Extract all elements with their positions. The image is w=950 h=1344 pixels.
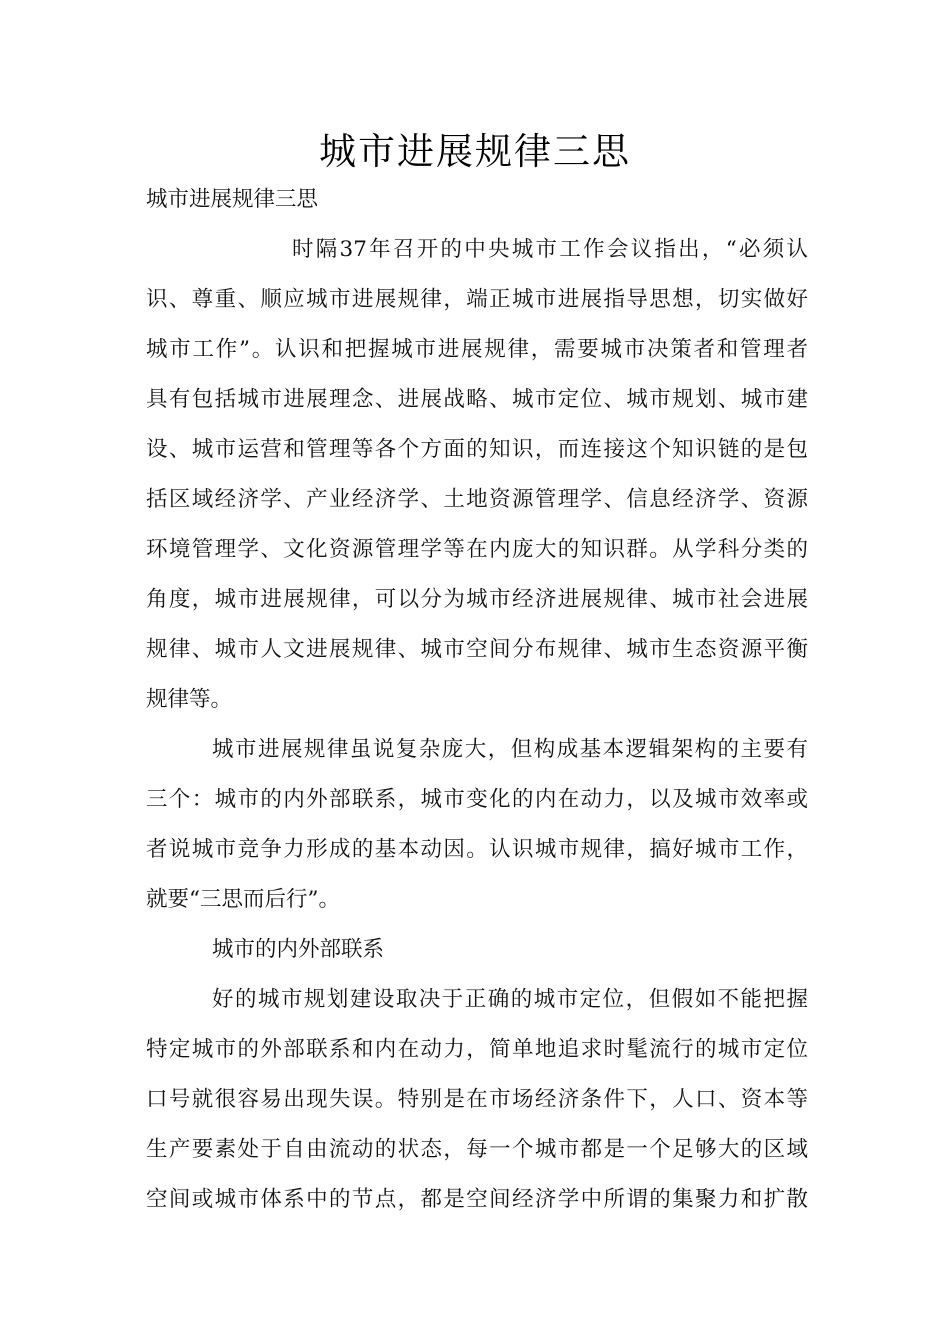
paragraph-line: 角度，城市进展规律，可以分为城市经济进展规律、城市社会进展	[146, 587, 808, 612]
paragraph-line: 就要“三思而后行”。	[146, 887, 340, 912]
document-title: 城市进展规律三思	[319, 130, 631, 173]
paragraph-line: 规律、城市人文进展规律、城市空间分布规律、城市生态资源平衡	[146, 637, 808, 662]
paragraph-line: 口号就很容易出现失误。特别是在市场经济条件下，人口、资本等	[146, 1087, 808, 1112]
paragraph-line: 城市工作”。认识和把握城市进展规律，需要城市决策者和管理者	[146, 337, 808, 362]
paragraph-line: 具有包括城市进展理念、进展战略、城市定位、城市规划、城市建	[146, 387, 808, 412]
paragraph-line: 三个：城市的内外部联系，城市变化的内在动力，以及城市效率或	[146, 787, 808, 812]
paragraph-line: 者说城市竞争力形成的基本动因。认识城市规律，搞好城市工作，	[146, 837, 808, 862]
paragraph-line: 好的城市规划建设取决于正确的城市定位，但假如不能把握	[212, 987, 808, 1012]
paragraph-line: 特定城市的外部联系和内在动力，简单地追求时髦流行的城市定位	[146, 1037, 808, 1062]
paragraph-line: 环境管理学、文化资源管理学等在内庞大的知识群。从学科分类的	[146, 537, 808, 562]
paragraph-line: 空间或城市体系中的节点，都是空间经济学中所谓的集聚力和扩散	[146, 1187, 808, 1212]
section-heading: 城市的内外部联系	[212, 937, 385, 962]
paragraph-line: 生产要素处于自由流动的状态，每一个城市都是一个足够大的区域	[146, 1137, 808, 1162]
paragraph-line: 括区域经济学、产业经济学、土地资源管理学、信息经济学、资源	[146, 487, 808, 512]
paragraph-line: 设、城市运营和管理等各个方面的知识，而连接这个知识链的是包	[146, 437, 808, 462]
paragraph-line: 规律等。	[146, 687, 233, 712]
paragraph-line: 识、尊重、顺应城市进展规律，端正城市进展指导思想，切实做好	[146, 287, 808, 312]
document-subtitle: 城市进展规律三思	[146, 187, 319, 212]
paragraph-line: 城市进展规律虽说复杂庞大，但构成基本逻辑架构的主要有	[212, 737, 808, 762]
paragraph-line: 时隔37年召开的中央城市工作会议指出，“必须认	[292, 237, 808, 262]
